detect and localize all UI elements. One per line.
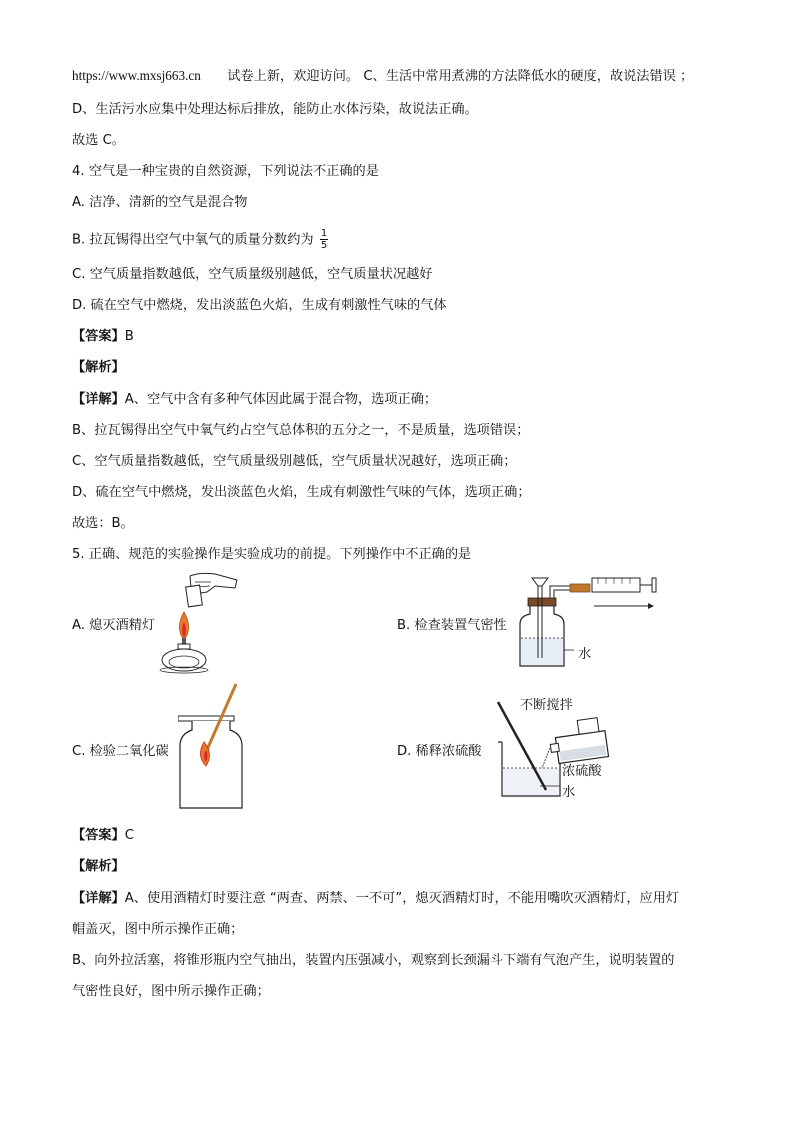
q5-detail-a1 — [72, 890, 679, 908]
q5-option-c-label: C. 检验二氧化碳 — [72, 744, 169, 759]
q4-option-b-text: B. 拉瓦锡得出空气中氧气的质量分数约为 — [72, 232, 314, 248]
q5-option-d-stir-label: 不断搅拌 — [520, 698, 573, 713]
q5-option-d-water-label: 水 — [562, 785, 576, 800]
q5-stem: 5. 正确、规范的实验操作是实验成功的前提。下列操作中不正确的是 — [72, 547, 472, 562]
q4-answer — [72, 328, 134, 346]
site-url[interactable]: https://www.mxsj663.cn — [72, 68, 201, 83]
q5-detail-a2: 帽盖灭，图中所示操作正确； — [72, 922, 244, 937]
q4-option-b — [72, 228, 328, 251]
header-line — [72, 67, 693, 86]
q5-option-a-label: A. 熄灭酒精灯 — [72, 618, 156, 633]
alcohol-lamp-figure — [155, 570, 250, 675]
answer-tag: 【答案】 — [72, 329, 125, 344]
q5-analysis-tag: 【解析】 — [72, 859, 125, 874]
dilution-figure — [490, 690, 615, 800]
q4-detail-b: B、拉瓦锡得出空气中氧气约占空气总体积的五分之一，不是质量，选项错误； — [72, 423, 530, 438]
answer-tag: 【答案】 — [72, 828, 125, 843]
q5-detail-b1: B、向外拉活塞，将锥形瓶内空气抽出，装置内压强减小，观察到长颈漏斗下端有气泡产生，说明装置的 — [72, 953, 675, 968]
q4-detail-d: D、硫在空气中燃烧，发出淡蓝色火焰，生成有刺激性气味的气体，选项正确； — [72, 485, 531, 500]
q4-option-d: D. 硫在空气中燃烧，发出淡蓝色火焰，生成有刺激性气味的气体 — [72, 298, 447, 313]
detail-a1-text: A、使用酒精灯时要注意 “两查、两禁、一不可”，熄灭酒精灯时，不能用嘴吹灭酒精灯，应用灯 — [124, 891, 680, 906]
fraction-one-fifth — [320, 228, 328, 251]
detail-tag: 【详解】 — [72, 392, 125, 407]
prev-option-d: D、生活污水应集中处理达标后排放，能防止水体污染，故说法正确。 — [72, 102, 478, 117]
q4-detail-c: C、空气质量指数越低，空气质量级别越低，空气质量状况越好，选项正确； — [72, 454, 517, 469]
detail-tag: 【详解】 — [72, 891, 125, 906]
q5-option-b-water-label: 水 — [578, 647, 592, 662]
q5-answer — [72, 827, 134, 845]
q5-detail-b2: 气密性良好，图中所示操作正确； — [72, 984, 270, 999]
q5-option-b-label: B. 检查装置气密性 — [397, 618, 507, 633]
q5-option-d-label: D. 稀释浓硫酸 — [397, 744, 482, 759]
answer-value: C — [124, 828, 134, 843]
fraction-denominator: 5 — [320, 240, 328, 251]
fraction-numerator: 1 — [320, 228, 328, 239]
co2-test-figure — [178, 682, 248, 810]
q4-choose: 故选：B。 — [72, 516, 134, 531]
q5-option-d-acid-label: 浓硫酸 — [562, 764, 602, 779]
detail-a-text: A、空气中含有多种气体因此属于混合物，选项正确； — [124, 392, 438, 407]
q4-option-a: A. 洁净、清新的空气是混合物 — [72, 195, 248, 210]
answer-value: B — [124, 329, 134, 344]
q4-detail-a — [72, 391, 437, 409]
site-notice: 试卷上新，欢迎访问。 — [227, 69, 360, 84]
q4-analysis-tag: 【解析】 — [72, 360, 125, 375]
q4-option-c: C. 空气质量指数越低，空气质量级别越低，空气质量状况越好 — [72, 267, 433, 282]
prev-choose: 故选 C。 — [72, 133, 125, 148]
q4-stem: 4. 空气是一种宝贵的自然资源，下列说法不正确的是 — [72, 164, 379, 179]
prev-option-c: C、生活中常用煮沸的方法降低水的硬度，故说法错误 ； — [363, 69, 694, 84]
